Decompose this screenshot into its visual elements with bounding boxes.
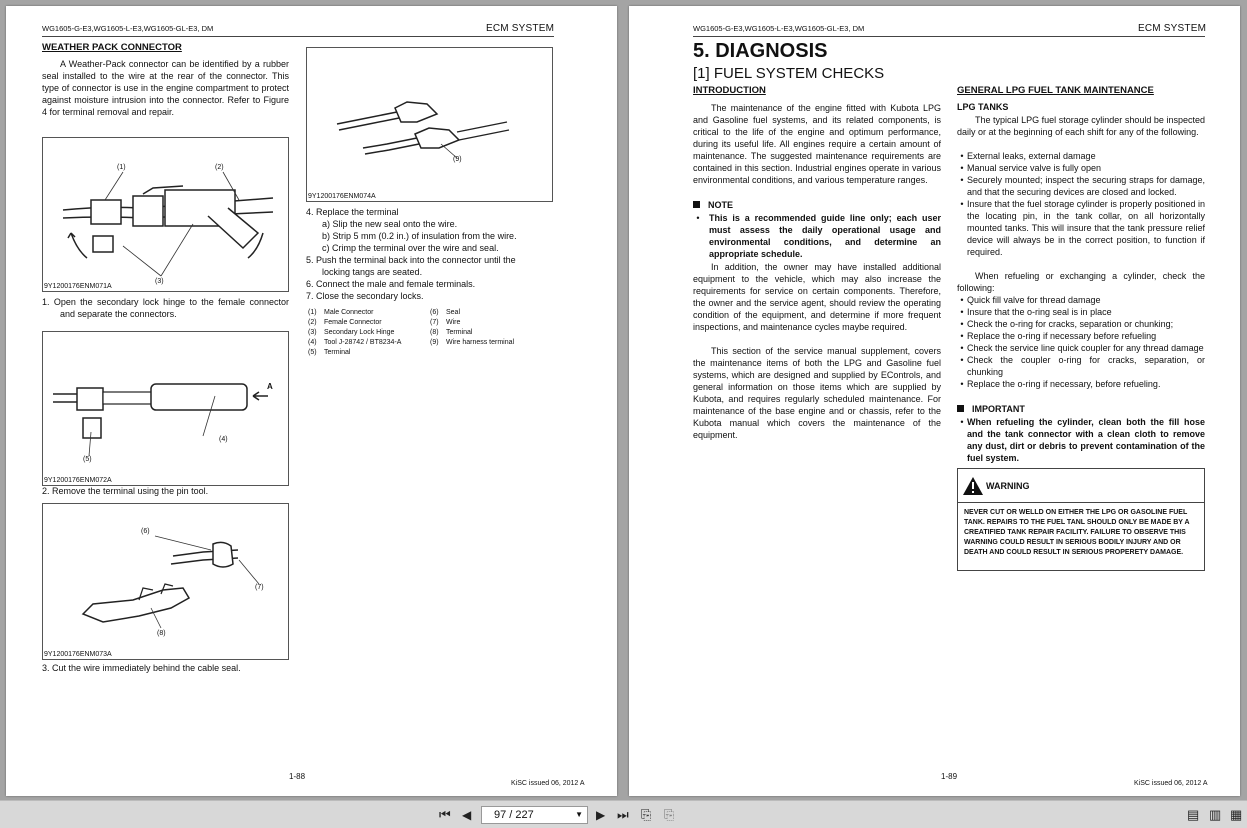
connector-illustration [43, 138, 288, 291]
page-indicator: 97 / 227 [494, 809, 534, 821]
replace-steps [306, 206, 556, 302]
list-item: • Quick fill valve for thread damage [960, 295, 1101, 305]
figure-seal-wire [42, 503, 289, 660]
legend-row: (2) Female Connector (7) Wire [308, 319, 461, 326]
section-heading: WEATHER PACK CONNECTOR [42, 42, 182, 53]
label-4: (4) [219, 436, 228, 443]
note-paragraph-3: This section of the service manual supplement, covers the maintenance items of both the LPG and Gasoline fuel systems, which are designed and supplied by EControls, and general information on those items which are supplied by Kubota, and requires regularly scheduled maintenance. For maintenance of the base engine and or chassis, refer to the Kubota manual which covers the maintenance of the equipment. [693, 346, 941, 440]
header-rule [693, 36, 1205, 37]
label-6: (6) [141, 528, 150, 535]
list-item: • Check the coupler o-ring for cracks, separation, or chunking [960, 355, 1205, 377]
refuel-checklist [957, 294, 1205, 390]
legend-row: (1) Male Connector (6) Seal [308, 309, 461, 316]
intro-paragraph: The maintenance of the engine fitted with Kubota LPG and Gasoline fuel systems, and its related components, is critical to the life of the engine and optimum performance, during its useful life. All engines require a certain amount of maintenance. The suggested maintenance requirements are contained in this section. Industrial engines operate in various environmental conditions, and various temperature ranges. [693, 103, 941, 185]
section-title: [1] FUEL SYSTEM CHECKS [693, 65, 885, 82]
step-6: 6. Connect the male and female terminals. [306, 279, 476, 289]
note-block [693, 212, 941, 260]
go-back-view-icon[interactable]: ⎘ [641, 807, 652, 822]
step-4: 4. Replace the terminal [306, 207, 399, 217]
general-heading: GENERAL LPG FUEL TANK MAINTENANCE [957, 85, 1154, 96]
figure-caption: 9Y1200176ENM073A [44, 651, 112, 658]
warning-box [957, 468, 1205, 571]
step-4c: c) Crimp the terminal over the wire and seal. [322, 243, 499, 253]
legend-row: (5) Terminal [308, 349, 351, 356]
issued-text: KiSC issued 06, 2012 A [1134, 780, 1208, 787]
note-label: NOTE [693, 200, 733, 210]
note-square-icon [693, 201, 700, 208]
label-1: (1) [117, 164, 126, 171]
figure-connector [42, 137, 289, 292]
header-code: WG1605-G-E3,WG1605-L-E3,WG1605-GL-E3, DM [42, 24, 214, 33]
label-9: (9) [453, 156, 462, 163]
legend-row: (3) Secondary Lock Hinge (8) Terminal [308, 329, 473, 336]
figure-caption: 9Y1200176ENM074A [308, 193, 376, 200]
warning-text: NEVER CUT OR WELLD ON EITHER THE LPG OR GASOLINE FUEL TANK. REPAIRS TO THE FUEL TANL SHOULD ONLY BE MADE BY A CREATIFIED TANK REPAIR FACILITY. FAILURE TO OBSERVE THIS WARNING COULD RESULT IN SERIOUS BODILY INJURY AND OR DEATH AND COULD RESULT IN SERIOUS PROPERETY DAMAGE. [964, 509, 1190, 556]
chevron-down-icon: ▼ [575, 810, 583, 819]
next-page-icon[interactable]: ▶ [596, 808, 606, 822]
list-item: • Manual service valve is fully open [960, 163, 1102, 173]
important-bullet: • When refueling the cylinder, clean both the fill hose and the tank connector with a clean cloth to remove any dust, dirt or debris to prevent contamination of the fuel system. [960, 417, 1205, 463]
lpg-paragraph: The typical LPG fuel storage cylinder should be inspected daily or at the beginning of each shift for any of the following. [957, 115, 1205, 137]
label-2: (2) [215, 164, 224, 171]
list-item: • Securely mounted; inspect the securing straps for damage, and that the securing devices are closed and locked. [960, 175, 1205, 197]
wire-harness-illustration [307, 48, 552, 201]
list-item: • Replace the o-ring if necessary before refueling [960, 331, 1157, 341]
issued-text: KiSC issued 06, 2012 A [511, 780, 585, 787]
parts-legend [308, 308, 514, 358]
important-block [957, 416, 1205, 464]
two-page-view-icon[interactable]: ▦ [1230, 807, 1243, 822]
intro-heading: INTRODUCTION [693, 85, 766, 96]
header-section: ECM SYSTEM [1138, 23, 1207, 34]
list-item: • Check the service line quick coupler for any thread damage [960, 343, 1204, 353]
note-bullet: • This is a recommended guide line only; each user must assess the daily operational usage and environmental conditions, and determine an appropriate schedule. [696, 213, 941, 259]
page-left [6, 6, 617, 796]
step-1: 1. Open the secondary lock hinge to the female connector and separate the connectors. [42, 297, 289, 319]
viewer-toolbar [0, 800, 1247, 828]
previous-page-icon[interactable]: ◀ [462, 808, 472, 822]
figure-wire-harness [306, 47, 553, 202]
list-item: • Replace the o-ring if necessary, before refueling. [960, 379, 1161, 389]
list-item: • Insure that the o-ring seal is in place [960, 307, 1112, 317]
important-square-icon [957, 405, 964, 412]
last-page-icon[interactable]: ⏭ [617, 807, 629, 822]
chapter-title: 5. DIAGNOSIS [693, 40, 828, 62]
refuel-paragraph: When refueling or exchanging a cylinder, check the following: [957, 271, 1205, 293]
label-3: (3) [155, 278, 164, 285]
figure-caption: 9Y1200176ENM072A [44, 477, 112, 484]
intro-paragraph: A Weather-Pack connector can be identified by a rubber seal installed to the wire at the rear of the connector. This type of connector is use in the engine compartment to protect against moisture intrusion into the connector. Refer to Figure 4 for terminal removal and repair. [42, 59, 289, 117]
single-page-view-icon[interactable]: ▤ [1187, 807, 1200, 822]
page-selector[interactable] [481, 806, 588, 824]
first-page-icon[interactable]: ⏮ [439, 807, 451, 822]
lpg-checklist [957, 150, 1205, 258]
important-label: IMPORTANT [957, 404, 1025, 414]
label-8: (8) [157, 630, 166, 637]
step-2: 2. Remove the terminal using the pin tool. [42, 486, 209, 496]
step-4a: a) Slip the new seal onto the wire. [322, 219, 458, 229]
figure-caption: 9Y1200176ENM071A [44, 283, 112, 290]
warning-triangle-icon [962, 476, 984, 496]
lpg-heading: LPG TANKS [957, 102, 1009, 112]
header-rule [42, 36, 554, 37]
continuous-view-icon[interactable]: ▥ [1209, 807, 1222, 822]
step-3: 3. Cut the wire immediately behind the cable seal. [42, 663, 241, 673]
legend-row: (4) Tool J-28742 / BT8234-A (9) Wire harness terminal [308, 339, 515, 346]
header-section: ECM SYSTEM [486, 23, 555, 34]
figure-pin-tool [42, 331, 289, 486]
step-4b: b) Strip 5 mm (0.2 in.) of insulation from the wire. [322, 231, 517, 241]
warning-header: WARNING [958, 469, 1204, 503]
label-7: (7) [255, 584, 264, 591]
step-7: 7. Close the secondary locks. [306, 291, 424, 301]
page-number: 1-89 [941, 772, 958, 781]
page-number: 1-88 [289, 772, 306, 781]
list-item: • Insure that the fuel storage cylinder is properly positioned in the locating pin, in the tank collar, on all horizontally mounted tanks. This will insure that the tank pressure relief device will always be in the correct position, to function if required. [960, 199, 1205, 257]
list-item: • External leaks, external damage [960, 151, 1096, 161]
go-forward-view-icon[interactable]: ⎘ [664, 807, 675, 822]
note-paragraph-2: In addition, the owner may have installed additional equipment to the vehicle, which may also increase the requirements for service on certain components. Therefore, the owner and the service agent, should review the operating condition of the equipment, and determine if more frequent inspections, and maintenance cycles maybe required. [693, 262, 941, 332]
label-5: (5) [83, 456, 92, 463]
page-right [629, 6, 1240, 796]
header-code: WG1605-G-E3,WG1605-L-E3,WG1605-GL-E3, DM [693, 24, 865, 33]
pin-tool-illustration [43, 332, 288, 485]
list-item: • Check the o-ring for cracks, separation or chunking; [960, 319, 1174, 329]
step-5: 5. Push the terminal back into the connector until the [306, 255, 516, 265]
label-a: A [267, 382, 273, 391]
step-5-cont: locking tangs are seated. [322, 267, 423, 277]
